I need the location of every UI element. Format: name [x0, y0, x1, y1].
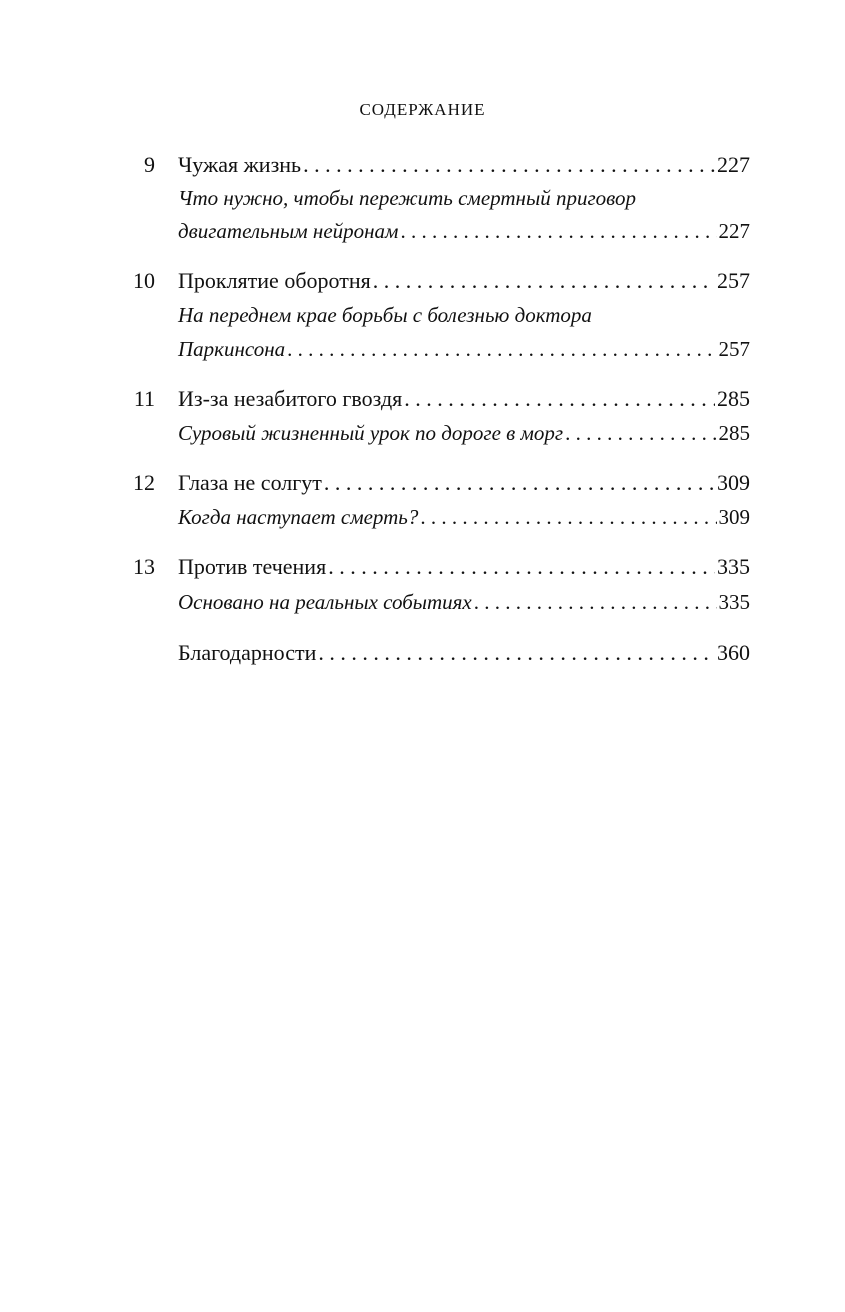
- dot-leader: [303, 150, 715, 180]
- acknowledgements-title: Благодарности: [178, 640, 317, 665]
- dot-leader: [474, 587, 717, 617]
- toc-entry-subtitle-10[interactable]: [178, 334, 750, 364]
- page-header: СОДЕРЖАНИЕ: [359, 100, 486, 119]
- chapter-number: 12: [133, 470, 155, 495]
- dot-leader: [400, 216, 716, 246]
- page-number: 257: [718, 337, 750, 361]
- chapter-number: 9: [144, 152, 155, 177]
- page-number: 360: [717, 640, 750, 665]
- chapter-subtitle-line: Что нужно, чтобы пережить смертный приговор: [178, 186, 636, 210]
- chapter-title: Чужая жизнь: [178, 152, 302, 177]
- chapter-subtitle: Паркинсона: [178, 337, 286, 361]
- dot-leader: [287, 334, 716, 364]
- toc-entry-subtitle-9[interactable]: [178, 216, 750, 246]
- toc-entry-chapter-10[interactable]: [178, 266, 750, 296]
- chapter-subtitle: Когда наступает смерть?: [178, 505, 419, 529]
- chapter-title: Глаза не солгут: [178, 470, 322, 495]
- page-number: 227: [717, 152, 750, 177]
- chapter-subtitle: Суровый жизненный урок по дороге в морг: [178, 421, 564, 445]
- dot-leader: [565, 418, 716, 448]
- chapter-subtitle: Основано на реальных событиях: [178, 590, 472, 614]
- dot-leader: [318, 638, 715, 668]
- chapter-number: 13: [133, 554, 155, 579]
- toc-entry-chapter-13[interactable]: [178, 552, 750, 582]
- dot-leader: [324, 468, 715, 498]
- page-number: 227: [718, 219, 750, 243]
- chapter-number: 10: [133, 268, 155, 293]
- chapter-number: 11: [133, 386, 155, 411]
- chapter-title: Проклятие оборотня: [178, 268, 371, 293]
- toc-entry-chapter-11[interactable]: [178, 384, 750, 414]
- page-number: 335: [718, 590, 750, 614]
- page-number: 335: [717, 554, 750, 579]
- page-number: 285: [717, 386, 750, 411]
- page-number: 309: [718, 505, 750, 529]
- page-number: 257: [717, 268, 750, 293]
- page-number: 309: [717, 470, 750, 495]
- dot-leader: [420, 502, 716, 532]
- chapter-subtitle-line: На переднем крае борьбы с болезнью доктора: [178, 303, 592, 327]
- dot-leader: [328, 552, 715, 582]
- dot-leader: [373, 266, 715, 296]
- chapter-title: Из-за незабитого гвоздя: [178, 386, 403, 411]
- toc-entry-acknowledgements[interactable]: [178, 638, 750, 668]
- chapter-subtitle: двигательным нейронам: [178, 219, 399, 243]
- toc-entry-subtitle-13[interactable]: [178, 587, 750, 617]
- dot-leader: [404, 384, 715, 414]
- toc-entry-chapter-12[interactable]: [178, 468, 750, 498]
- toc-entry-chapter-9[interactable]: [178, 150, 750, 180]
- chapter-title: Против течения: [178, 554, 327, 579]
- toc-entry-subtitle-11[interactable]: [178, 418, 750, 448]
- page-number: 285: [718, 421, 750, 445]
- toc-entry-subtitle-12[interactable]: [178, 502, 750, 532]
